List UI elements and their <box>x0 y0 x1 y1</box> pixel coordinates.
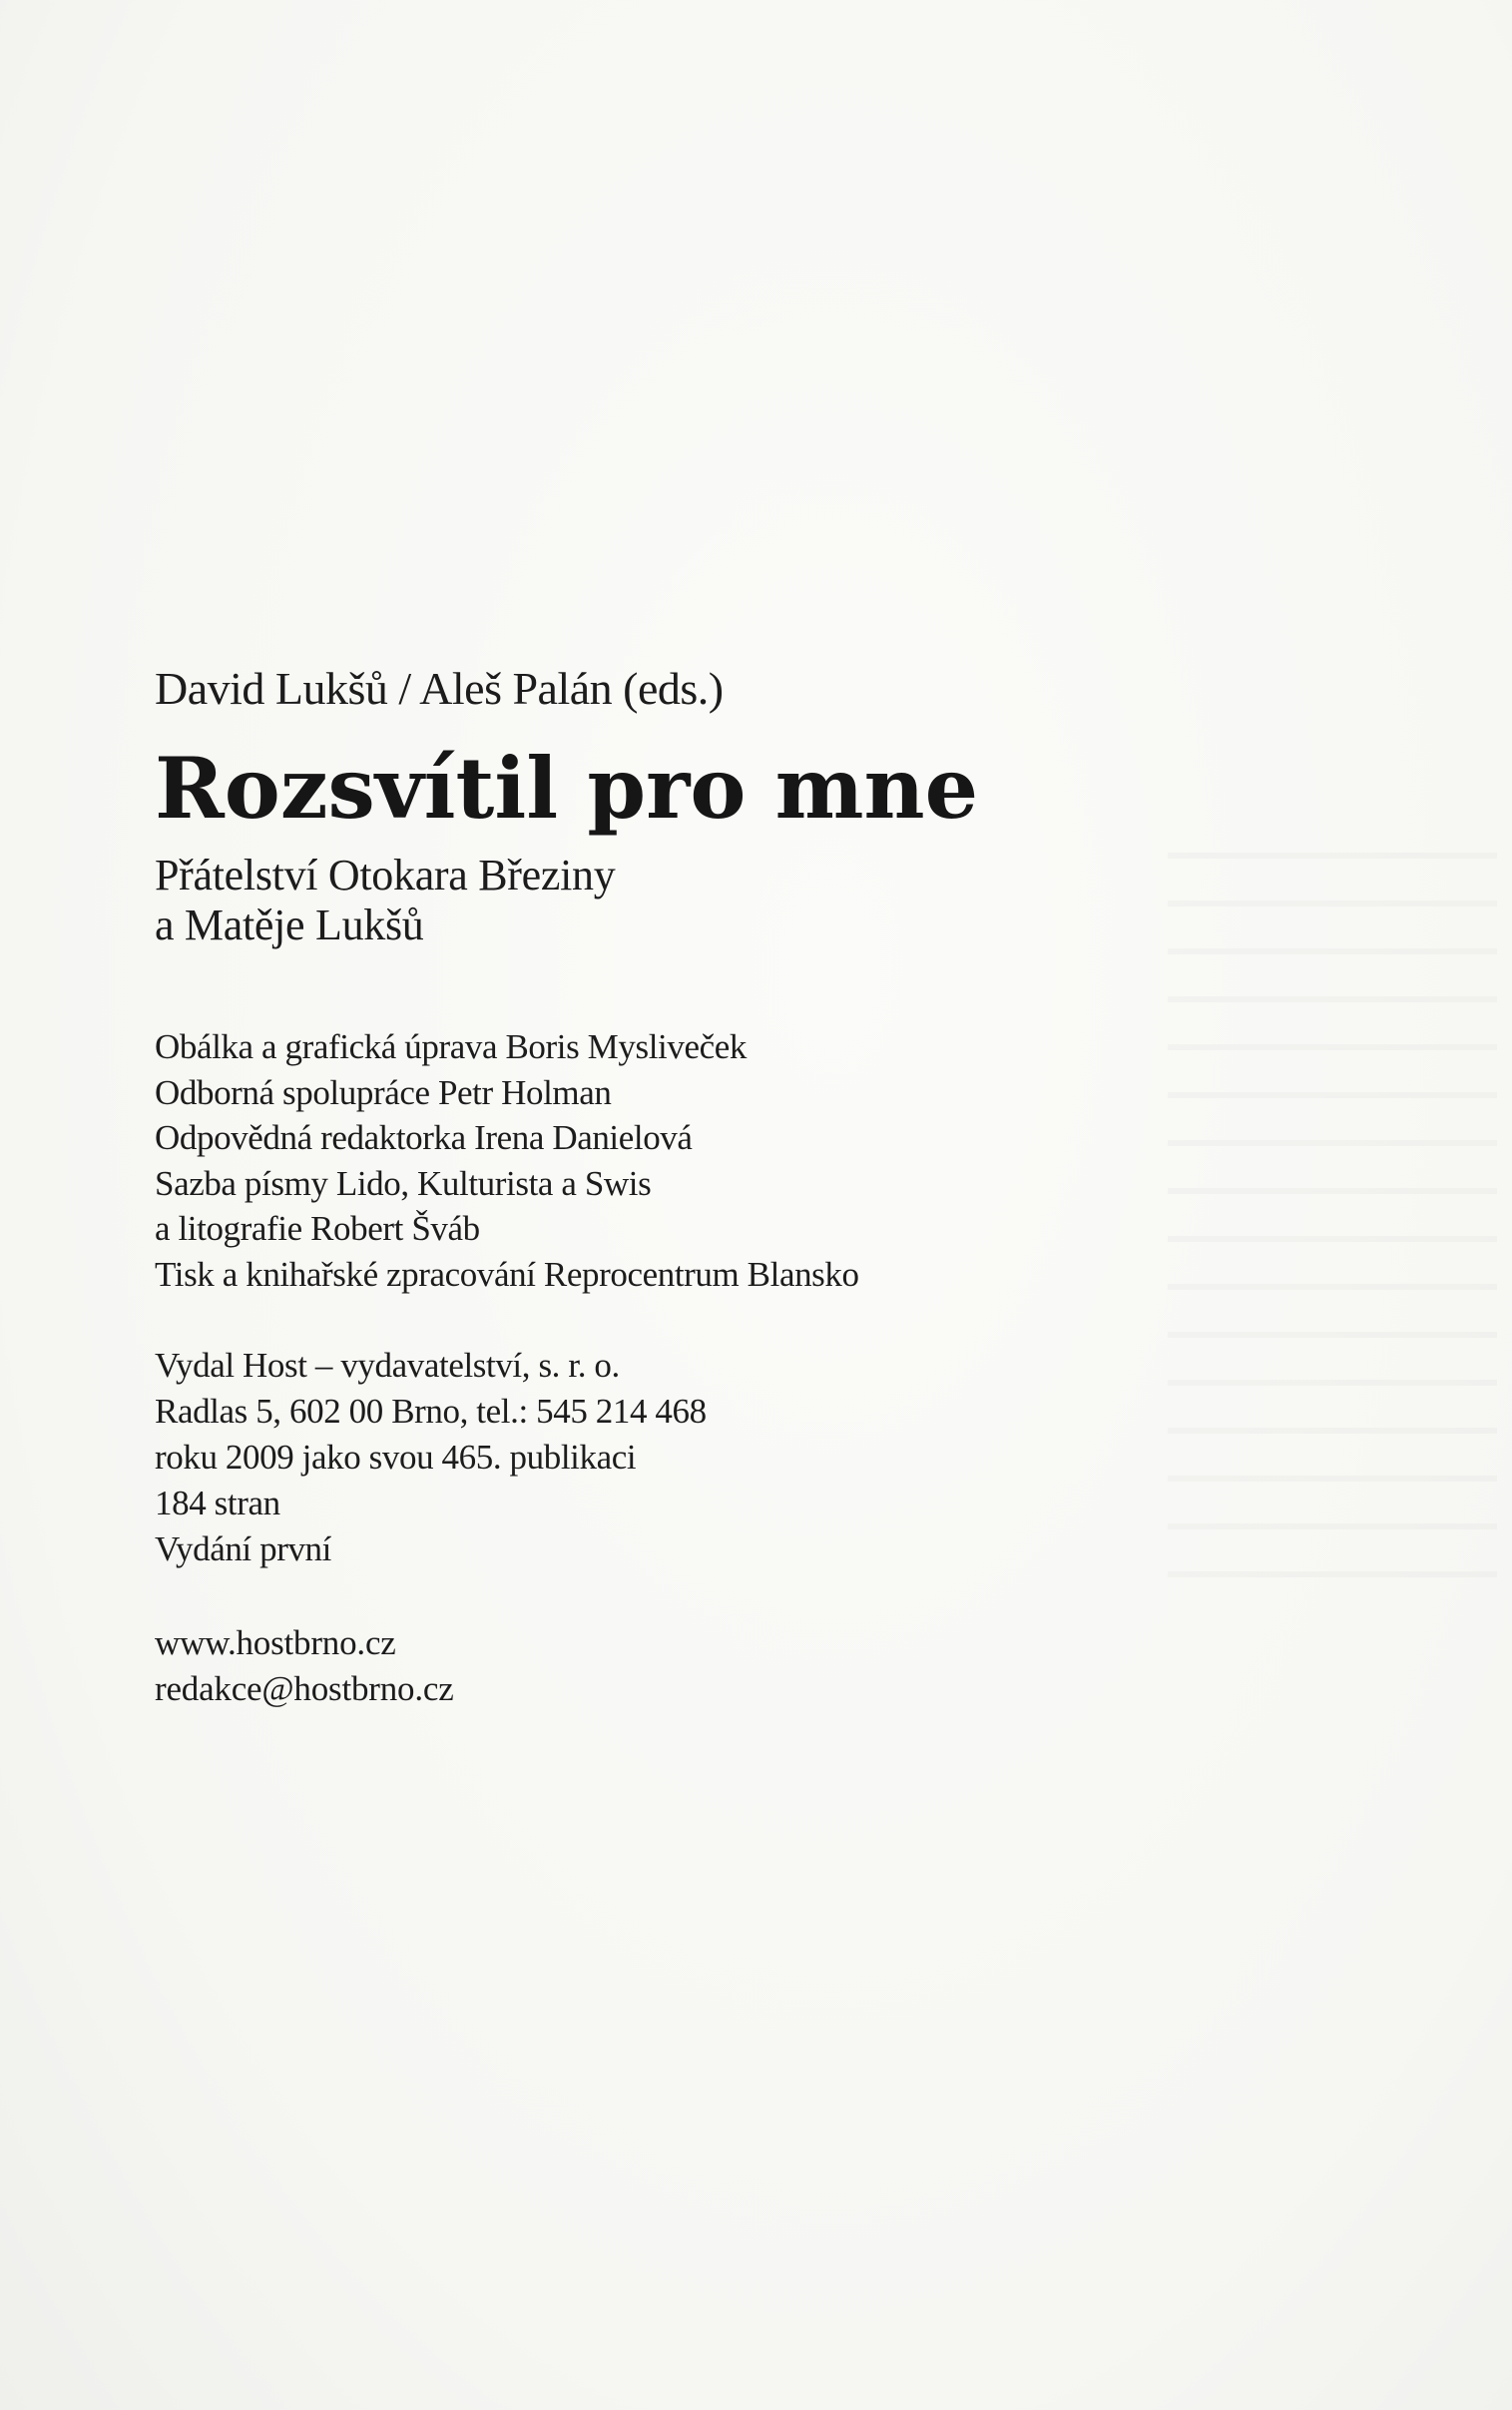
email-link[interactable]: redakce@hostbrno.cz <box>155 1669 454 1708</box>
publisher-address: Radlas 5, 602 00 Brno, tel.: 545 214 468 <box>155 1392 707 1431</box>
website-link[interactable]: www.hostbrno.cz <box>155 1623 396 1662</box>
credit-line: Tisk a knihařské zpracování Reprocentrum Blansko <box>155 1254 859 1294</box>
show-through-text <box>1168 819 1497 1617</box>
editors-line: David Lukšů / Aleš Palán (eds.) <box>155 663 724 714</box>
credit-line: Sazba písmy Lido, Kulturista a Swis <box>155 1163 652 1203</box>
publisher-info <box>155 1343 707 1572</box>
subtitle-line: a Matěje Lukšů <box>155 901 424 949</box>
edition-line: Vydání první <box>155 1529 331 1568</box>
credit-line: a litografie Robert Šváb <box>155 1209 480 1248</box>
page-count: 184 stran <box>155 1484 280 1522</box>
credit-line: Odpovědná redaktorka Irena Danielová <box>155 1118 693 1157</box>
credit-line: Obálka a grafická úprava Boris Mysliveček <box>155 1027 747 1066</box>
credits-list <box>155 1024 859 1297</box>
book-subtitle <box>155 851 615 950</box>
book-title: Rozsvítil pro mne <box>155 739 979 838</box>
publication-year-line: roku 2009 jako svou 465. publikaci <box>155 1438 637 1477</box>
credit-line: Odborná spolupráce Petr Holman <box>155 1072 612 1112</box>
publisher-line: Vydal Host – vydavatelství, s. r. o. <box>155 1346 620 1385</box>
subtitle-line: Přátelství Otokara Březiny <box>155 851 616 900</box>
contact-info <box>155 1620 454 1712</box>
